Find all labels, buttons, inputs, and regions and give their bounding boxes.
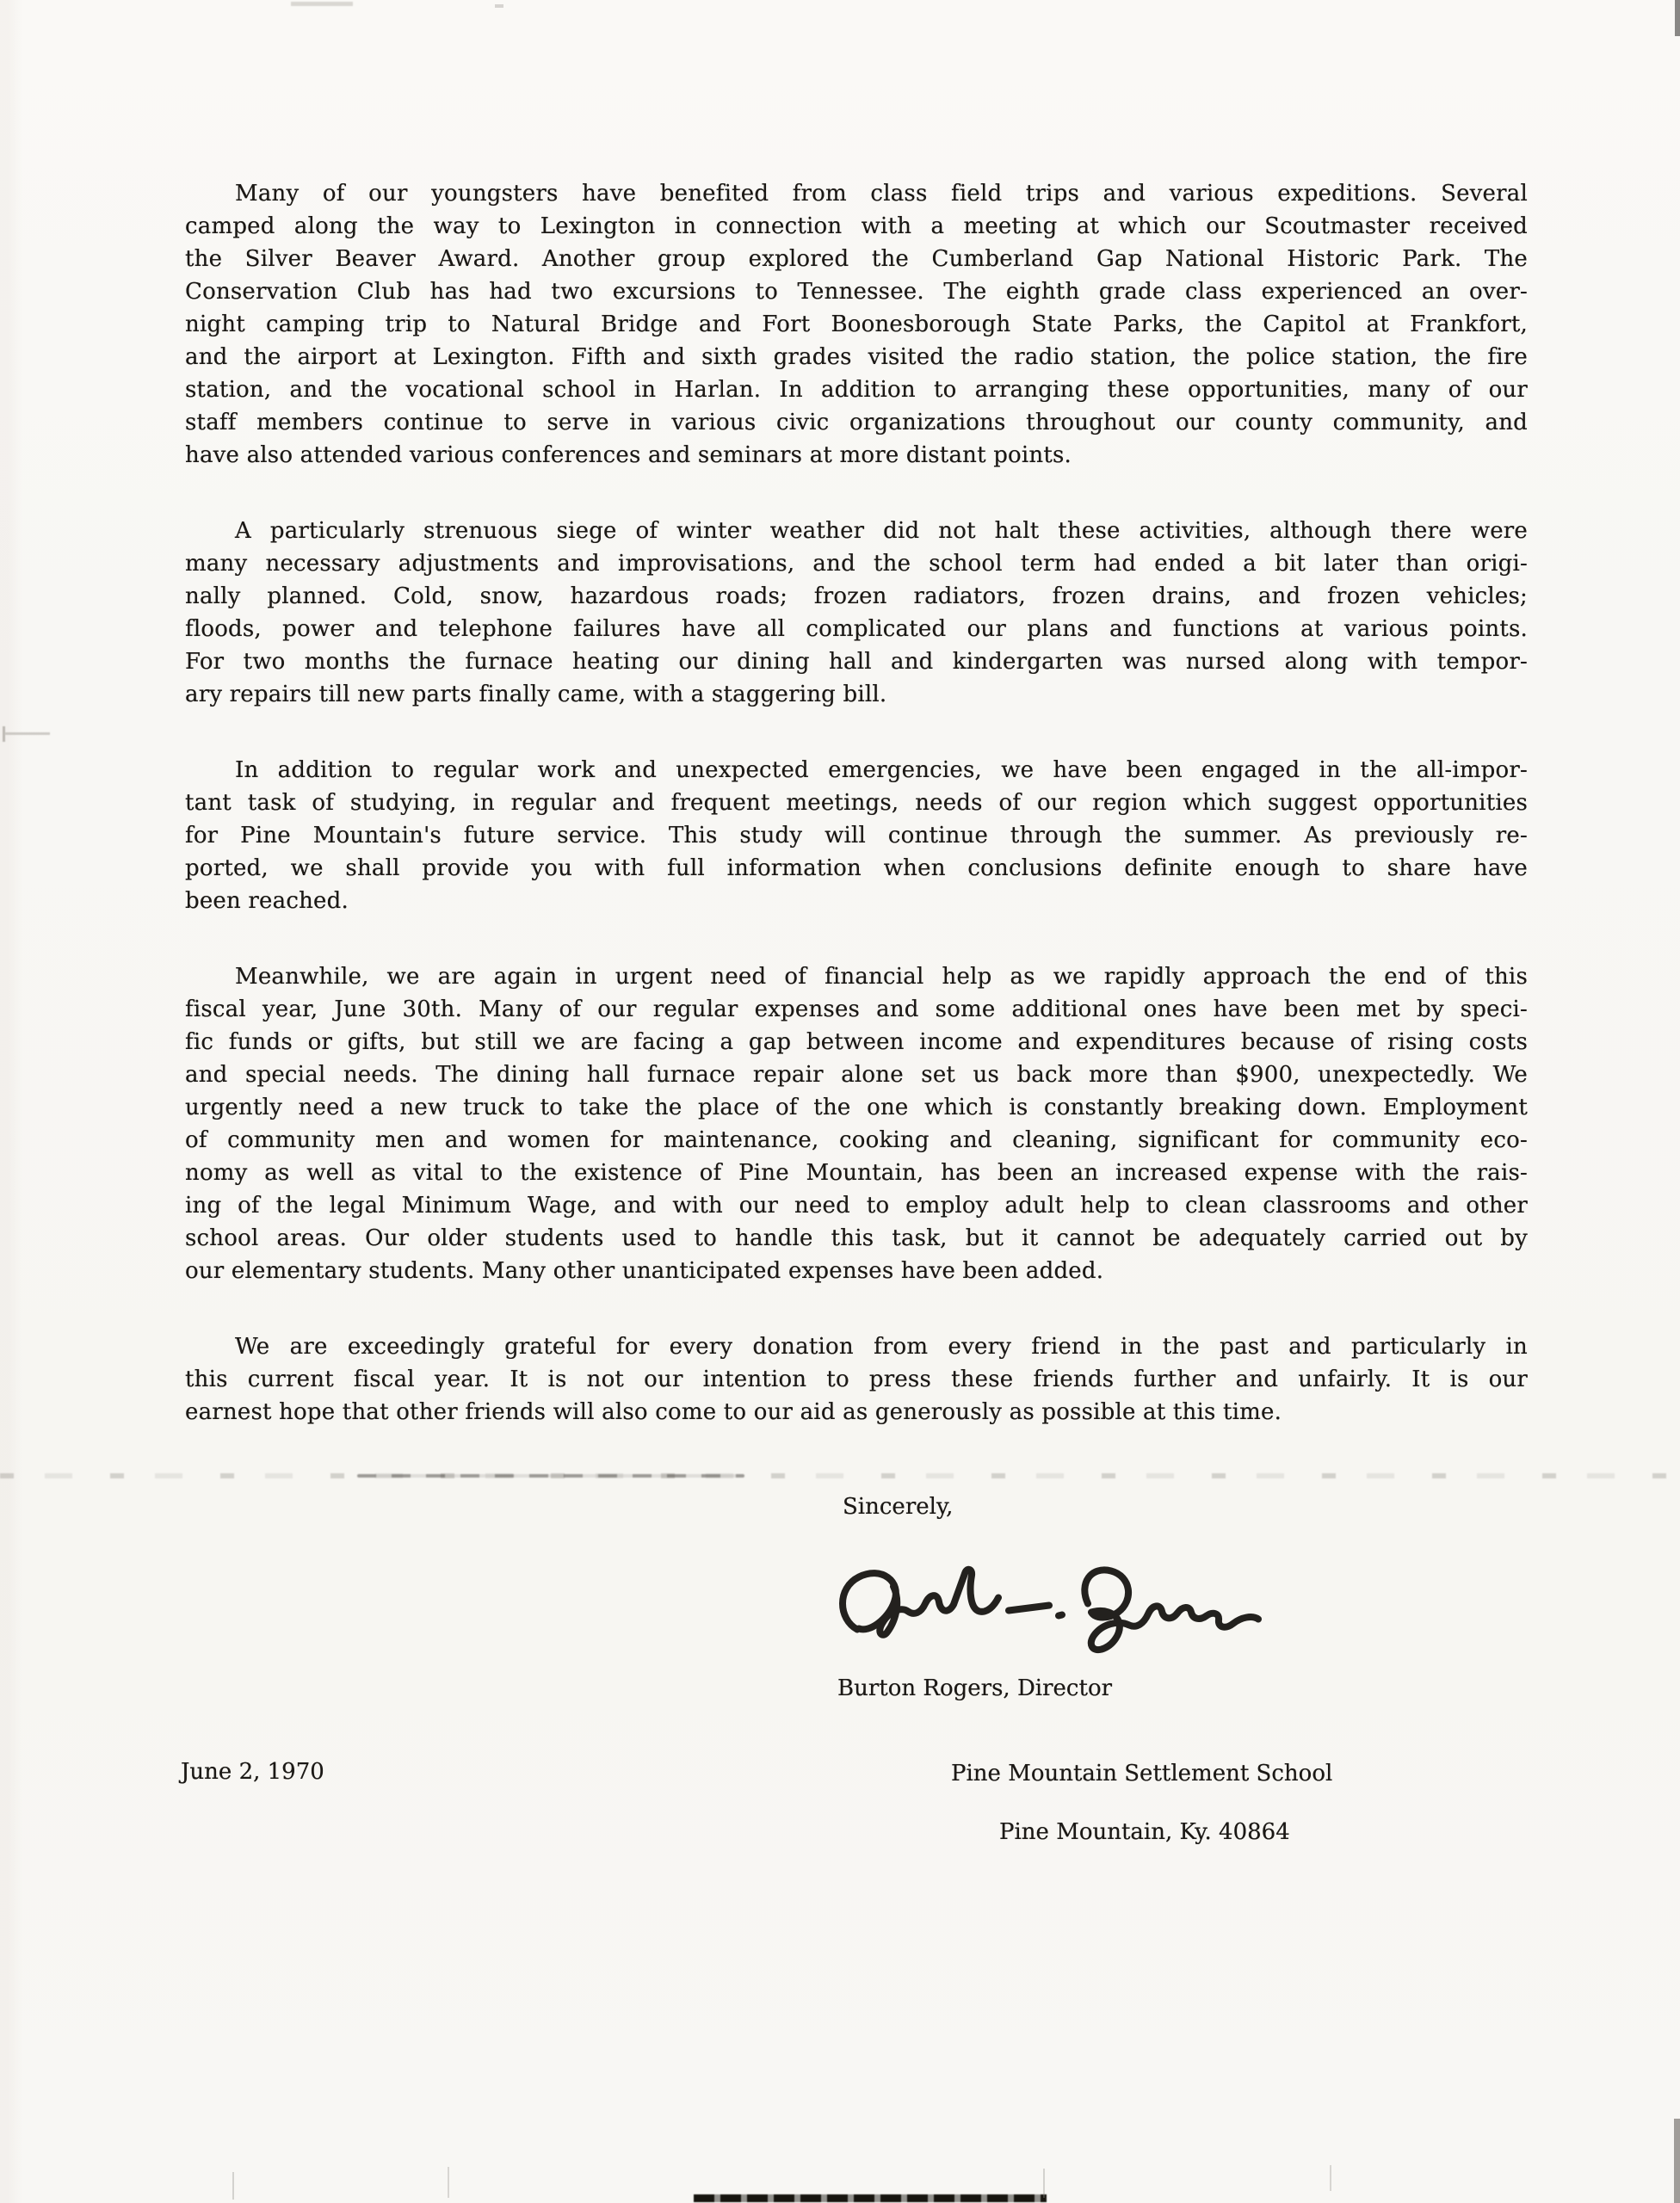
signature-image <box>837 1558 1267 1668</box>
pencil-mark-tail <box>5 732 50 735</box>
fold-crease-smudge <box>357 1474 744 1478</box>
text-line: have also attended various conferences and seminars at more distant points. <box>185 442 1072 468</box>
text-line: urgently need a new truck to take the place of the one which is constantly breaking down. Employment <box>185 1095 1528 1120</box>
text-line: and the airport at Lexington. Fifth and sixth grades visited the radio station, the police station, the fire <box>185 344 1528 370</box>
text-line: many necessary adjustments and improvisations, and the school term had ended a bit later than origi- <box>185 551 1528 577</box>
scan-hairline <box>1043 2169 1045 2198</box>
org-name: Pine Mountain Settlement School <box>951 1761 1333 1786</box>
text-line: the Silver Beaver Award. Another group explored the Cumberland Gap National Historic Park. The <box>185 246 1528 272</box>
text-line: ary repairs till new parts finally came, with a staggering bill. <box>185 682 887 707</box>
scan-speck <box>495 4 503 8</box>
text-line: night camping trip to Natural Bridge and Fort Boonesborough State Parks, the Capitol at Frankfort, <box>185 312 1528 337</box>
text-line: In addition to regular work and unexpected emergencies, we have been engaged in the all-impor- <box>235 757 1528 783</box>
text-line: nally planned. Cold, snow, hazardous roads; frozen radiators, frozen drains, and frozen vehicles; <box>185 583 1528 609</box>
text-line: station, and the vocational school in Harlan. In addition to arranging these opportunities, many of our <box>185 377 1528 403</box>
signer-name-title: Burton Rogers, Director <box>837 1675 1113 1701</box>
text-line: Many of our youngsters have benefited from class field trips and various expeditions. Several <box>235 181 1528 207</box>
text-line: ing of the legal Minimum Wage, and with our need to employ adult help to clean classrooms and other <box>185 1193 1528 1219</box>
letter-paragraph-5 <box>185 1330 1528 1429</box>
scan-speck <box>291 2 353 6</box>
scan-edge-mark-bottom <box>1674 2119 1680 2203</box>
text-line: fic funds or gifts, but still we are facing a gap between income and expenditures because of rising costs <box>185 1029 1528 1055</box>
scan-hairline <box>232 2172 234 2200</box>
text-line: for Pine Mountain's future service. This study will continue through the summer. As previously re- <box>185 823 1528 848</box>
text-line: of community men and women for maintenance, cooking and cleaning, significant for community eco- <box>185 1127 1528 1153</box>
text-line: and special needs. The dining hall furnace repair alone set us back more than $900, unexpectedly. We <box>185 1062 1528 1088</box>
text-line: For two months the furnace heating our dining hall and kindergarten was nursed along with tempor- <box>185 649 1528 675</box>
text-line: school areas. Our older students used to handle this task, but it cannot be adequately carried out by <box>185 1225 1528 1251</box>
text-line: staff members continue to serve in various civic organizations throughout our county community, and <box>185 410 1528 435</box>
text-line: camped along the way to Lexington in connection with a meeting at which our Scoutmaster received <box>185 213 1528 239</box>
letter-paragraph-4 <box>185 960 1528 1287</box>
text-line: tant task of studying, in regular and frequent meetings, needs of our region which suggest opportunities <box>185 790 1528 816</box>
scan-hairline <box>1330 2165 1331 2191</box>
scan-edge-mark-top <box>1675 0 1680 36</box>
text-line: our elementary students. Many other unanticipated expenses have been added. <box>185 1258 1104 1284</box>
text-line: Conservation Club has had two excursions to Tennessee. The eighth grade class experienced an over- <box>185 279 1528 305</box>
scan-hairline <box>448 2167 449 2198</box>
fold-crease-line <box>0 1473 1680 1478</box>
letter-paragraph-2 <box>185 515 1528 711</box>
text-line: ported, we shall provide you with full information when conclusions definite enough to share have <box>185 855 1528 881</box>
text-line: nomy as well as vital to the existence of Pine Mountain, has been an increased expense with the rais- <box>185 1160 1528 1186</box>
text-line: floods, power and telephone failures have all complicated our plans and functions at various points. <box>185 616 1528 642</box>
pencil-mark <box>3 726 5 742</box>
text-line: this current fiscal year. It is not our intention to press these friends further and unfairly. It is our <box>185 1367 1528 1392</box>
text-line: Meanwhile, we are again in urgent need of financial help as we rapidly approach the end of this <box>235 964 1528 990</box>
letter-paragraph-1 <box>185 177 1528 472</box>
text-line: A particularly strenuous siege of winter weather did not halt these activities, although there were <box>235 518 1528 544</box>
text-line: earnest hope that other friends will also come to our aid as generously as possible at this time. <box>185 1399 1282 1425</box>
letter-body <box>185 177 1528 1429</box>
org-location: Pine Mountain, Ky. 40864 <box>999 1819 1290 1845</box>
scan-bottom-mark <box>694 2194 1047 2202</box>
text-line: been reached. <box>185 888 349 914</box>
letter-paragraph-3 <box>185 754 1528 917</box>
closing-salutation: Sincerely, <box>843 1494 954 1520</box>
text-line: fiscal year, June 30th. Many of our regular expenses and some additional ones have been met by speci- <box>185 997 1528 1022</box>
text-line: We are exceedingly grateful for every donation from every friend in the past and particularly in <box>235 1334 1528 1360</box>
letter-date: June 2, 1970 <box>181 1759 324 1785</box>
